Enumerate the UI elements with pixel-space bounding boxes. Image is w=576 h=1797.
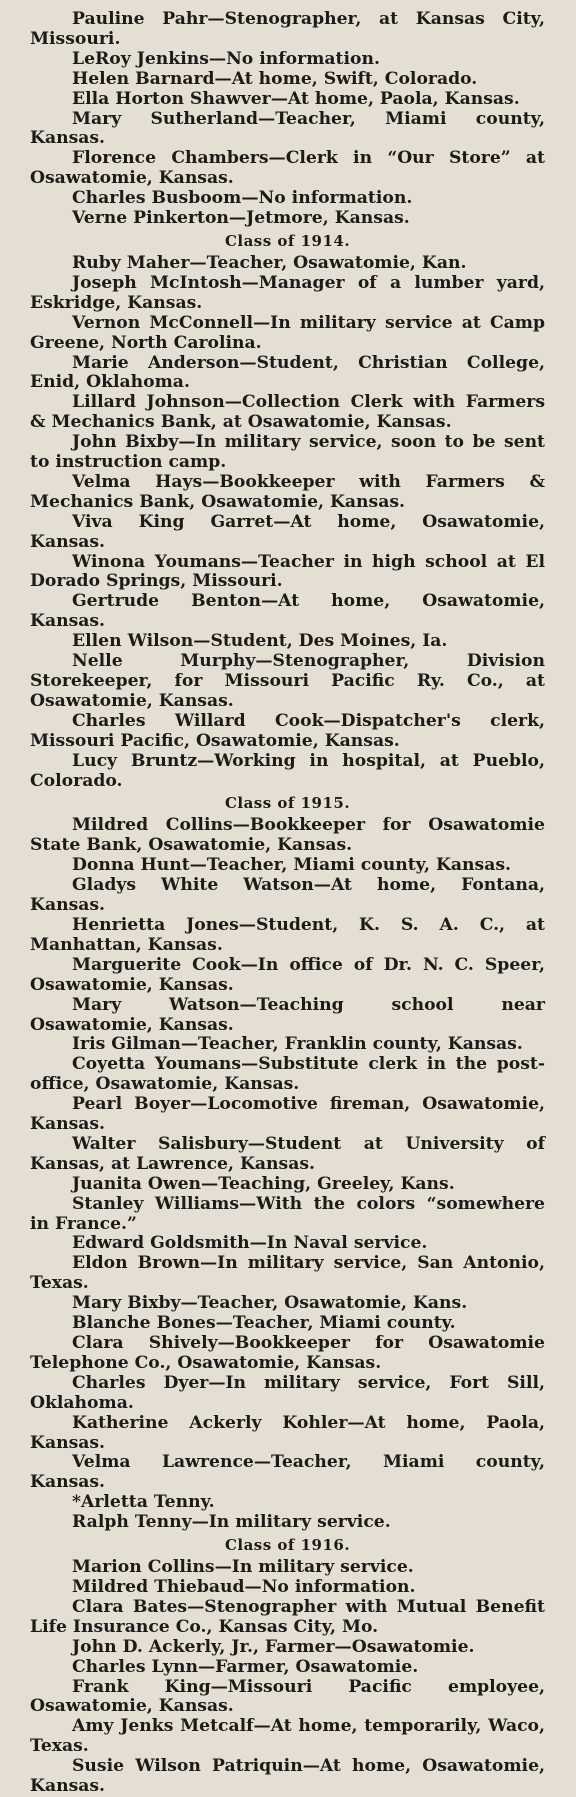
- alumni-entry: John Bixby—In military service, soon to be sent to instruction camp.: [30, 432, 545, 473]
- alumni-entry: Susie Wilson Patriquin—At home, Osawatomie, Kansas.: [30, 1756, 545, 1797]
- alumni-entry: Donna Hunt—Teacher, Miami county, Kansas.: [72, 855, 511, 876]
- alumni-entry: Amy Jenks Metcalf—At home, temporarily, Waco, Texas.: [30, 1716, 545, 1757]
- alumni-entry: Nelle Murphy—Stenographer, Division Storekeeper, for Missouri Pacific Ry. Co., at Osawatomie, Kansas.: [30, 651, 545, 711]
- alumni-entry: Eldon Brown—In military service, San Antonio, Texas.: [30, 1253, 545, 1294]
- alumni-entry: Lucy Bruntz—Working in hospital, at Pueblo, Colorado.: [30, 750, 545, 791]
- alumni-entry: Mildred Thiebaud—No information.: [72, 1576, 416, 1597]
- alumni-entry: Katherine Ackerly Kohler—At home, Paola, Kansas.: [30, 1412, 545, 1453]
- alumni-entry: Gertrude Benton—At home, Osawatomie, Kansas.: [30, 591, 545, 632]
- alumni-entry: Ellen Wilson—Student, Des Moines, Ia.: [72, 631, 448, 652]
- alumni-entry: Viva King Garret—At home, Osawatomie, Kansas.: [30, 511, 545, 552]
- class-heading: Class of 1916.: [224, 1536, 351, 1555]
- alumni-entry: Henrietta Jones—Student, K. S. A. C., at Manhattan, Kansas.: [30, 914, 545, 955]
- alumni-entry: Mildred Collins—Bookkeeper for Osawatomie State Bank, Osawatomie, Kansas.: [30, 815, 545, 856]
- alumni-entry: Ella Horton Shawver—At home, Paola, Kansas.: [72, 88, 520, 109]
- alumni-entry: John D. Ackerly, Jr., Farmer—Osawatomie.: [72, 1636, 475, 1657]
- alumni-entry: Gladys White Watson—At home, Fontana, Kansas.: [30, 875, 545, 916]
- alumni-entry: Clara Bates—Stenographer with Mutual Benefit Life Insurance Co., Kansas City, Mo.: [30, 1596, 545, 1637]
- alumni-entry: *Arletta Tenny.: [72, 1492, 215, 1513]
- alumni-entry: Juanita Owen—Teaching, Greeley, Kans.: [72, 1173, 455, 1194]
- alumni-entry: Charles Dyer—In military service, Fort Sill, Oklahoma.: [30, 1372, 545, 1413]
- alumni-entry: Marie Anderson—Student, Christian College, Enid, Oklahoma.: [30, 352, 545, 393]
- alumni-entry: Stanley Williams—With the colors “somewhere in France.”: [30, 1193, 545, 1234]
- alumni-entry: Pauline Pahr—Stenographer, at Kansas City, Missouri.: [30, 9, 545, 49]
- alumni-entry: Ruby Maher—Teacher, Osawatomie, Kan.: [72, 252, 467, 273]
- alumni-entry: Frank King—Missouri Pacific employee, Osawatomie, Kansas.: [30, 1676, 545, 1717]
- alumni-entry: Blanche Bones—Teacher, Miami county.: [72, 1313, 456, 1334]
- alumni-entry: Mary Watson—Teaching school near Osawatomie, Kansas.: [30, 994, 545, 1035]
- alumni-entry: Verne Pinkerton—Jetmore, Kansas.: [72, 208, 410, 229]
- alumni-entry: Mary Bixby—Teacher, Osawatomie, Kans.: [72, 1293, 468, 1314]
- alumni-entry: Velma Hays—Bookkeeper with Farmers & Mechanics Bank, Osawatomie, Kansas.: [30, 471, 545, 512]
- alumni-entry: Clara Shively—Bookkeeper for Osawatomie Telephone Co., Osawatomie, Kansas.: [30, 1333, 545, 1373]
- alumni-entry: Marion Collins—In military service.: [72, 1557, 414, 1578]
- class-heading: Class of 1915.: [224, 794, 351, 813]
- alumni-entry: Mary Sutherland—Teacher, Miami county, Kansas.: [30, 108, 545, 149]
- alumni-entry: Charles Willard Cook—Dispatcher's clerk, Missouri Pacific, Osawatomie, Kansas.: [30, 710, 545, 751]
- alumni-entry: Marguerite Cook—In office of Dr. N. C. Speer, Osawatomie, Kansas.: [30, 954, 545, 995]
- alumni-entry: Coyetta Youmans—Substitute clerk in the post-office, Osawatomie, Kansas.: [30, 1054, 545, 1095]
- alumni-entry: Walter Salisbury—Student at University of Kansas, at Lawrence, Kansas.: [30, 1133, 545, 1174]
- alumni-entry: Lillard Johnson—Collection Clerk with Farmers & Mechanics Bank, at Osawatomie, Kansas.: [30, 392, 545, 433]
- alumni-entry: Pearl Boyer—Locomotive fireman, Osawatomie, Kansas.: [30, 1094, 545, 1135]
- alumni-entry: Velma Lawrence—Teacher, Miami county, Kansas.: [30, 1452, 545, 1493]
- alumni-entry: Charles Busboom—No information.: [72, 188, 413, 209]
- alumni-entry: Winona Youmans—Teacher in high school at El Dorado Springs, Missouri.: [30, 551, 545, 592]
- class-heading: Class of 1914.: [224, 231, 351, 250]
- alumni-entry: Charles Lynn—Farmer, Osawatomie.: [72, 1656, 419, 1677]
- alumni-entry: Iris Gilman—Teacher, Franklin county, Kansas.: [72, 1034, 523, 1055]
- alumni-entry: Edward Goldsmith—In Naval service.: [72, 1233, 428, 1254]
- alumni-entry: Florence Chambers—Clerk in “Our Store” at Osawatomie, Kansas.: [30, 148, 545, 189]
- alumni-entry: Joseph McIntosh—Manager of a lumber yard, Eskridge, Kansas.: [30, 272, 545, 313]
- alumni-entry: Ralph Tenny—In military service.: [72, 1512, 391, 1533]
- alumni-entry: Vernon McConnell—In military service at Camp Greene, North Carolina.: [30, 312, 545, 353]
- alumni-entry: Helen Barnard—At home, Swift, Colorado.: [72, 68, 478, 89]
- alumni-entry: LeRoy Jenkins—No information.: [72, 48, 380, 69]
